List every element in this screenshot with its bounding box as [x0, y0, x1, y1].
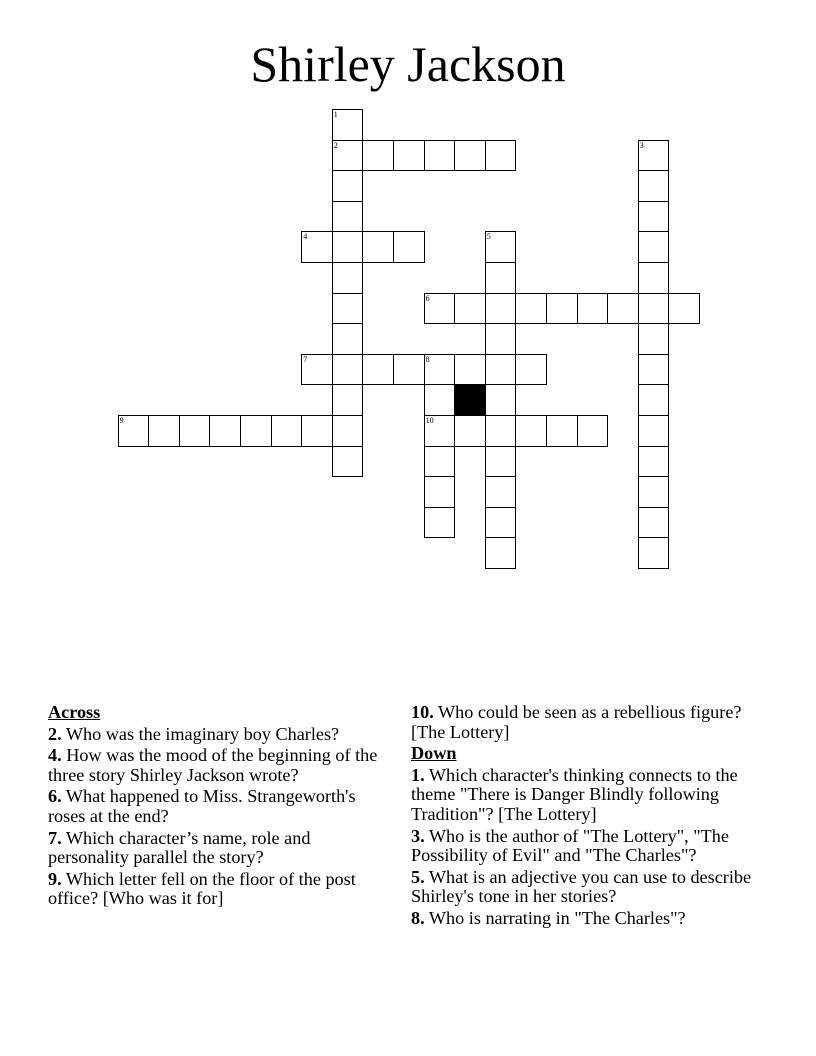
- clue-number: 5.: [411, 866, 425, 887]
- crossword-cell[interactable]: [546, 415, 578, 447]
- crossword-cell[interactable]: [332, 415, 364, 447]
- crossword-cell[interactable]: [362, 140, 394, 172]
- cell-number: 4: [303, 232, 308, 242]
- across-clue: [48, 746, 393, 785]
- crossword-cell[interactable]: [454, 293, 486, 325]
- crossword-cell[interactable]: [332, 140, 364, 172]
- cell-number: 8: [425, 354, 430, 364]
- crossword-cell[interactable]: [485, 507, 517, 539]
- crossword-cell[interactable]: [393, 354, 425, 386]
- across-heading: Across: [48, 702, 101, 722]
- crossword-cell[interactable]: [332, 201, 364, 233]
- crossword-cell[interactable]: [638, 231, 670, 263]
- crossword-cell[interactable]: [485, 262, 517, 294]
- clue-text: Who could be seen as a rebellious figure?[The Lottery]: [411, 702, 742, 742]
- crossword-cell[interactable]: [638, 507, 670, 539]
- crossword-cell[interactable]: [454, 415, 486, 447]
- crossword-cell[interactable]: [607, 293, 639, 325]
- crossword-cell[interactable]: [271, 415, 303, 447]
- crossword-cell[interactable]: [485, 140, 517, 172]
- crossword-cell[interactable]: [485, 415, 517, 447]
- clue-number: 2.: [48, 723, 62, 744]
- page-title: Shirley Jackson: [250, 36, 566, 92]
- crossword-cell[interactable]: [515, 354, 547, 386]
- crossword-cell[interactable]: [301, 354, 333, 386]
- clue-number: 9.: [48, 868, 62, 889]
- clue-text: Which character’s name, role and personality parallel the story?: [48, 827, 311, 868]
- crossword-cell[interactable]: [424, 415, 456, 447]
- crossword-cell[interactable]: [424, 476, 456, 508]
- crossword-cell[interactable]: [362, 231, 394, 263]
- clue-text: Who is the author of "The Lottery", "The Possibility of Evil" and "The Charles"?: [411, 825, 729, 866]
- crossword-cell[interactable]: [332, 109, 364, 141]
- crossword-cell[interactable]: [485, 384, 517, 416]
- crossword-cell[interactable]: [485, 354, 517, 386]
- crossword-cell[interactable]: [638, 170, 670, 202]
- crossword-cell[interactable]: [424, 293, 456, 325]
- crossword-cell[interactable]: [148, 415, 180, 447]
- crossword-cell[interactable]: [638, 446, 670, 478]
- cell-number: 1: [333, 110, 338, 119]
- crossword-cell[interactable]: [577, 415, 609, 447]
- crossword-cell[interactable]: [638, 415, 670, 447]
- clue-number: 6.: [48, 786, 62, 807]
- down-heading: Down: [411, 743, 457, 764]
- across-clue: [411, 703, 756, 742]
- crossword-cell[interactable]: [515, 293, 547, 325]
- crossword-cell[interactable]: [424, 354, 456, 386]
- crossword-cell[interactable]: [638, 537, 670, 569]
- crossword-cell[interactable]: [301, 231, 333, 263]
- cell-number: 10: [425, 416, 434, 425]
- clue-number: 8.: [411, 907, 425, 928]
- cell-number: 7: [303, 354, 308, 364]
- across-clue: [48, 829, 393, 868]
- crossword-cell[interactable]: [424, 384, 456, 416]
- clue-text: Which letter fell on the floor of the post office? [Who was it for]: [48, 868, 356, 909]
- crossword-cell[interactable]: [332, 170, 364, 202]
- crossword-cell[interactable]: [393, 140, 425, 172]
- clue-text: What is an adjective you can use to describe Shirley's tone in her stories?: [411, 866, 752, 907]
- crossword-cell[interactable]: [209, 415, 241, 447]
- crossword-cell[interactable]: [638, 323, 670, 355]
- crossword-cell[interactable]: [638, 201, 670, 233]
- clue-text: Who was the imaginary boy Charles?: [65, 723, 340, 744]
- clue-number: 3.: [411, 825, 425, 846]
- crossword-cell[interactable]: [332, 323, 364, 355]
- crossword-cell[interactable]: [332, 384, 364, 416]
- crossword-cell[interactable]: [485, 231, 517, 263]
- crossword-cell[interactable]: [485, 476, 517, 508]
- clue-number: 10.: [411, 702, 434, 722]
- down-clue: [411, 827, 756, 866]
- crossword-cell[interactable]: [332, 231, 364, 263]
- clue-number: 4.: [48, 745, 62, 766]
- crossword-cell[interactable]: [454, 140, 486, 172]
- crossword-cell[interactable]: [362, 354, 394, 386]
- crossword-cell[interactable]: [485, 446, 517, 478]
- crossword-block: [454, 384, 486, 416]
- crossword-cell[interactable]: [638, 140, 670, 172]
- clues-column-left: [48, 703, 393, 911]
- crossword-cell[interactable]: [179, 415, 211, 447]
- clue-text: How was the mood of the beginning of the three story Shirley Jackson wrote?: [48, 745, 378, 785]
- crossword-cell[interactable]: [638, 293, 670, 325]
- crossword-cell[interactable]: [485, 537, 517, 569]
- crossword-cell[interactable]: [485, 293, 517, 325]
- crossword-cell[interactable]: [668, 293, 700, 325]
- crossword-cell[interactable]: [393, 231, 425, 263]
- down-clue: [411, 868, 756, 907]
- crossword-cell[interactable]: [638, 354, 670, 386]
- clue-text: Which character's thinking connects to the theme "There is Danger Blindly following Tradition"? [The Lottery]: [411, 764, 738, 824]
- crossword-cell[interactable]: [332, 262, 364, 294]
- down-clue: [411, 766, 756, 825]
- crossword-cell[interactable]: [454, 354, 486, 386]
- across-clue: [48, 870, 393, 909]
- crossword-cell[interactable]: [638, 476, 670, 508]
- crossword-cell[interactable]: [332, 354, 364, 386]
- clues-column-right: [411, 703, 756, 931]
- clue-text: What happened to Miss. Strangeworth's roses at the end?: [48, 786, 356, 826]
- crossword-cell[interactable]: [424, 507, 456, 539]
- across-clue: [48, 725, 393, 745]
- down-clue: [411, 909, 756, 929]
- across-clue: [48, 787, 393, 826]
- crossword-cell[interactable]: [240, 415, 272, 447]
- crossword-cell[interactable]: [546, 293, 578, 325]
- cell-number: 3: [639, 140, 644, 150]
- clue-number: 7.: [48, 827, 62, 848]
- crossword-cell[interactable]: [332, 446, 364, 478]
- cell-number: 5: [486, 232, 491, 242]
- crossword-cell[interactable]: [577, 293, 609, 325]
- clue-number: 1.: [411, 764, 425, 785]
- crossword-cell[interactable]: [638, 262, 670, 294]
- crossword-cell[interactable]: [118, 415, 150, 447]
- crossword-cell[interactable]: [485, 323, 517, 355]
- crossword-cell[interactable]: [515, 415, 547, 447]
- crossword-cell[interactable]: [638, 384, 670, 416]
- clue-text: Who is narrating in "The Charles"?: [428, 907, 686, 928]
- crossword-cell[interactable]: [332, 293, 364, 325]
- cell-number: 6: [425, 293, 430, 303]
- cell-number: 9: [119, 416, 124, 425]
- crossword-cell[interactable]: [301, 415, 333, 447]
- crossword-cell[interactable]: [424, 446, 456, 478]
- cell-number: 2: [333, 140, 338, 150]
- crossword-cell[interactable]: [424, 140, 456, 172]
